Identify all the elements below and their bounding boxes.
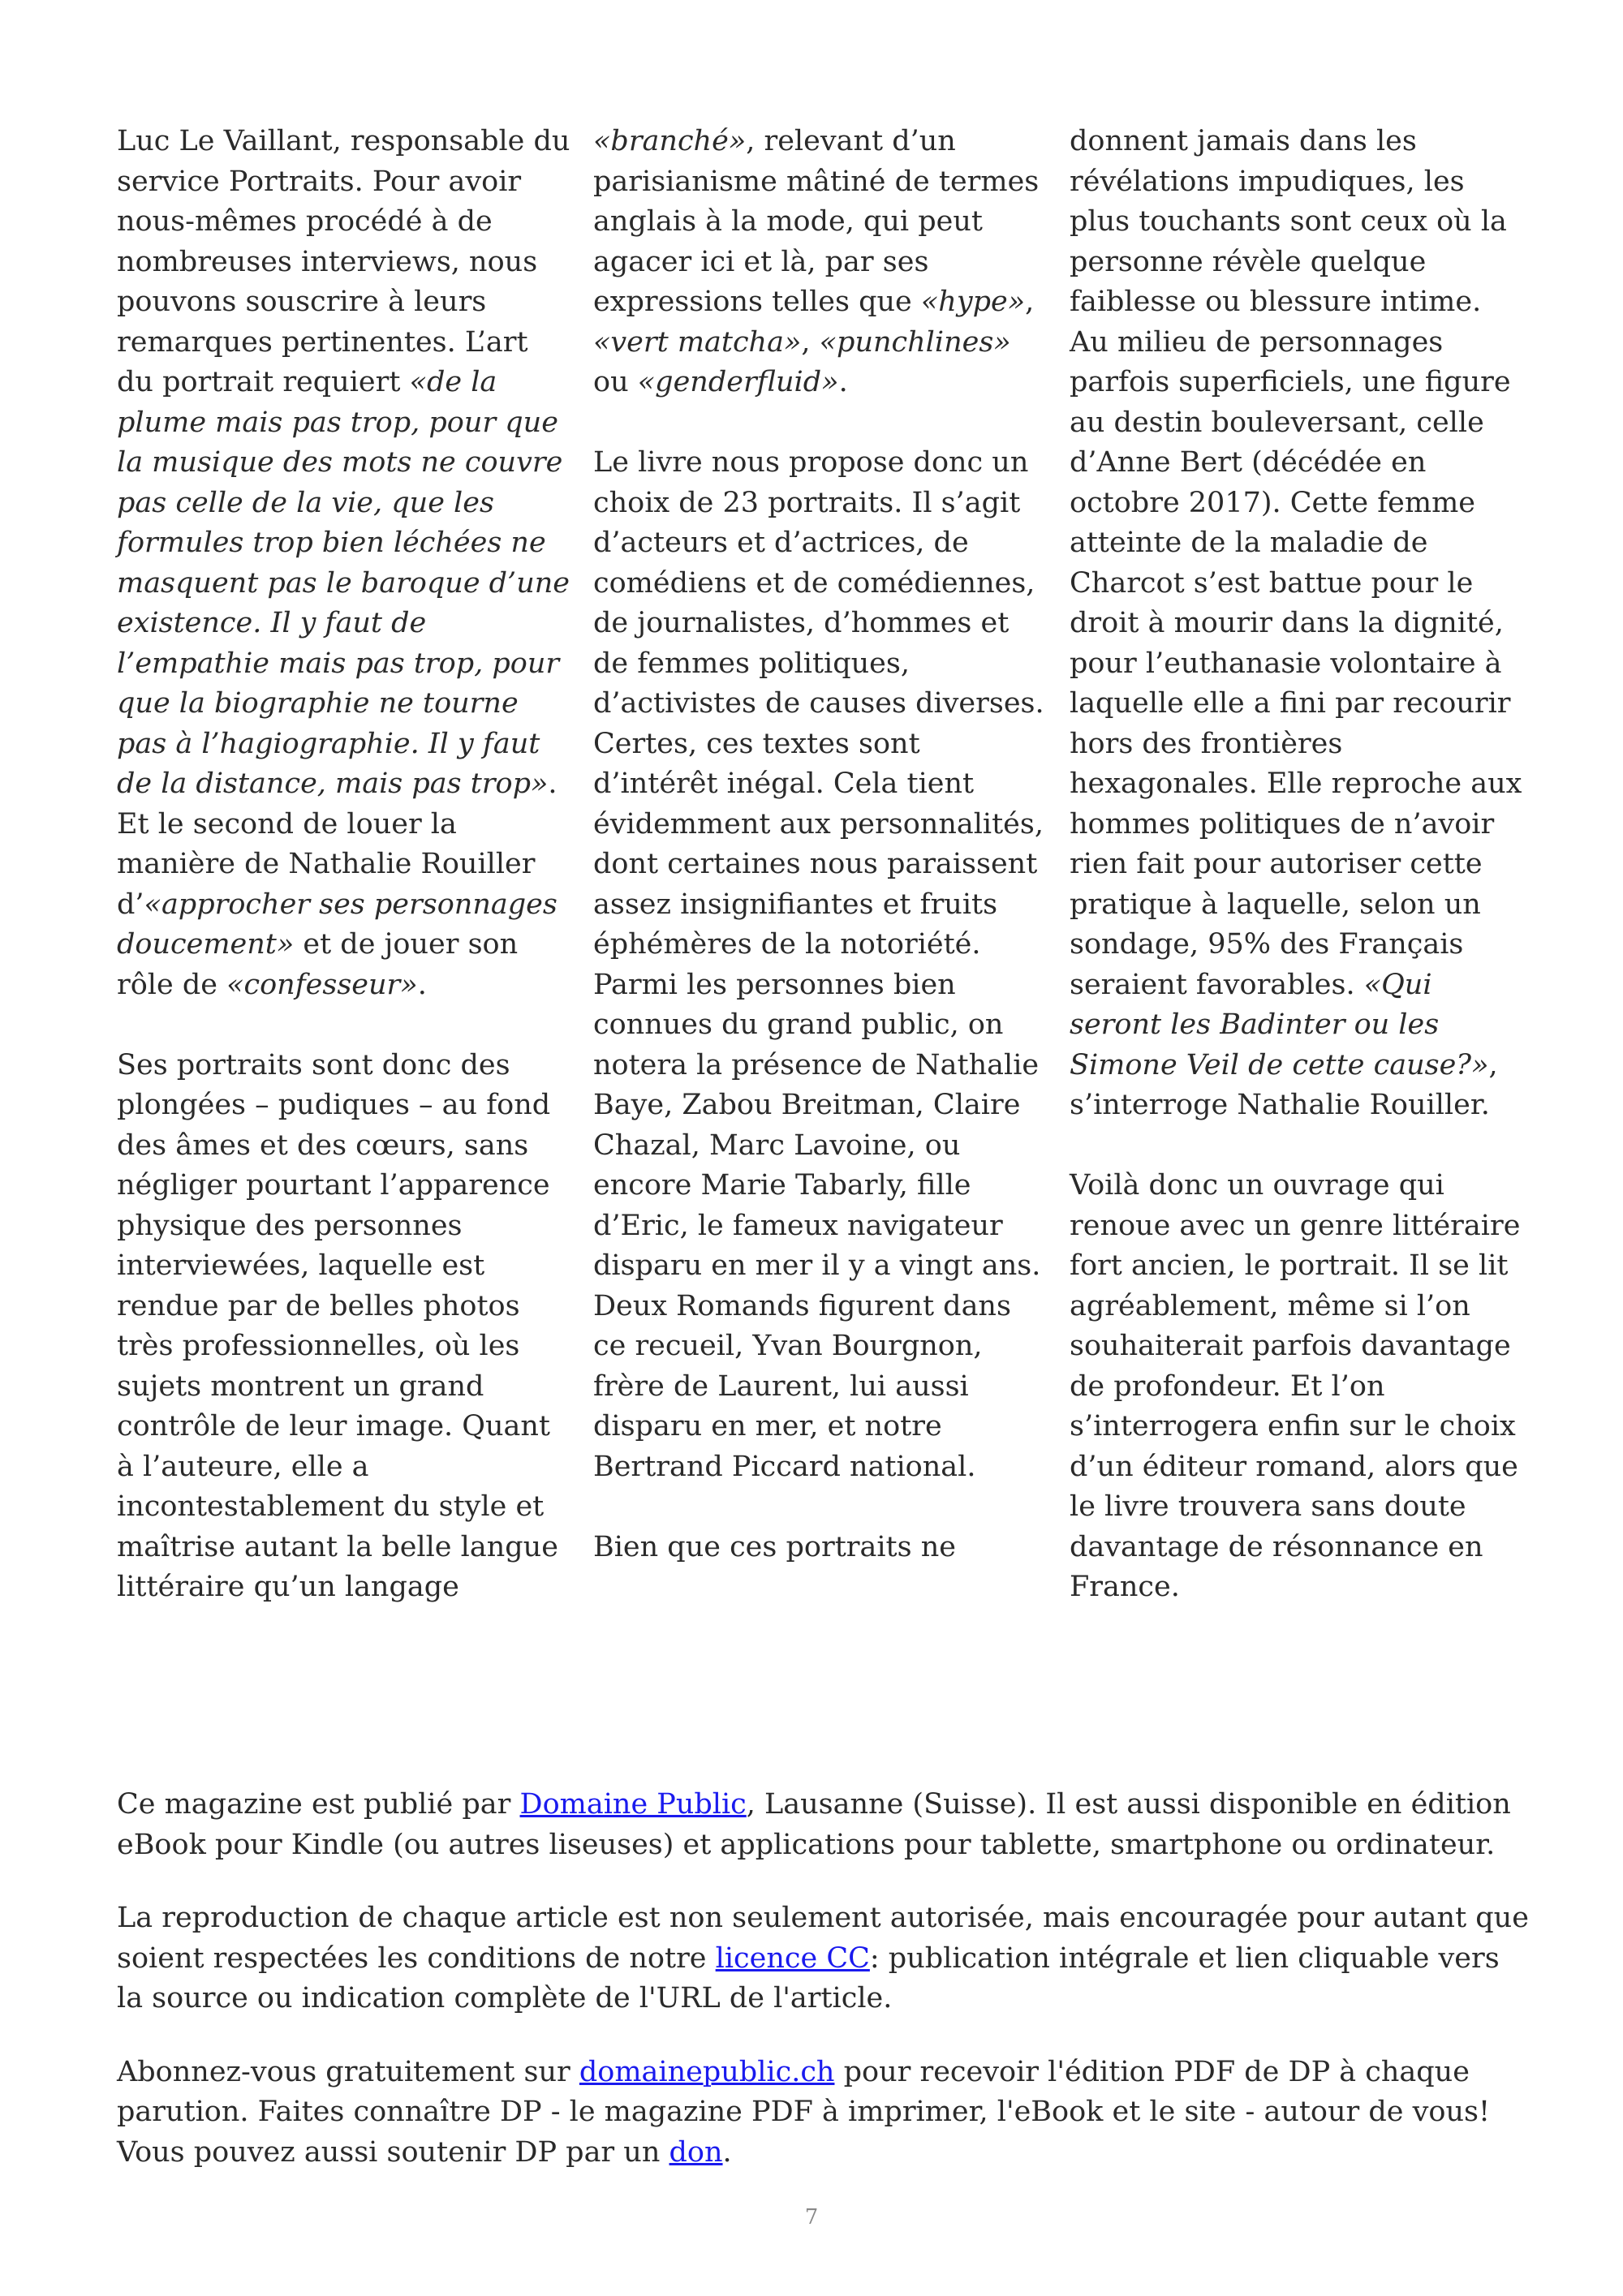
- quote: «confesseur»: [226, 968, 418, 1001]
- text: La reproduction de chaque article est non seulement autorisée, mais encouragée pour autant que soient respectées les conditions de notre: [117, 1902, 1529, 1975]
- domainepublic-site-link[interactable]: domainepublic.ch: [579, 2055, 835, 2088]
- text: Ce magazine est publié par: [117, 1788, 520, 1821]
- paragraph: Le livre nous propose donc un choix de 23 portraits. Il s’agit d’acteurs et d’actrices, de comédiens et de comédiennes, de journalistes, d’hommes et de femmes politiques, d’activistes de causes diverses. Certes, ces textes sont d’intérêt inégal. Cela tient évidemment aux personnalités, dont certaines nous paraissent assez insignifiantes et fruits éphémères de la notoriété. Parmi les personnes bien connues du grand public, on notera la présence de Nathalie Baye, Zabou Breitman, Claire Chazal, Marc Lavoine, ou encore Marie Tabarly, fille d’Eric, le fameux navigateur disparu en mer il y a vingt ans. Deux Romands figurent dans ce recueil, Yvan Bourgnon, frère de Laurent, lui aussi disparu en mer, et notre Bertrand Piccard national.: [593, 446, 1044, 1483]
- text: Luc Le Vaillant, responsable du service Portraits. Pour avoir nous-mêmes procédé à de nombreuses interviews, nous pouvons souscrire à leurs remarques pertinentes. L’art du portrait requiert: [117, 125, 570, 398]
- text: .: [417, 968, 427, 1001]
- text: , Lausanne (Suisse). Il est aussi disponible en édition eBook pour Kindle (ou autres liseuses) et applications pour tablette, smartphone ou ordinateur.: [117, 1788, 1511, 1861]
- quote: «approcher ses personnages doucement»: [117, 888, 558, 961]
- text: . Et le second de louer la manière de Nathalie Rouiller d’: [117, 767, 558, 921]
- quote: «genderfluid»: [637, 366, 839, 398]
- paragraph: Ses portraits sont donc des plongées – pudiques – au fond des âmes et des cœurs, sans négliger pourtant l’apparence physique des personnes interviewées, laquelle est rendue par de belles photos très professionnelles, où les sujets montrent un grand contrôle de leur image. Quant à l’auteure, elle a incontestablement du style et maîtrise autant la belle langue littéraire qu’un langage: [117, 1048, 558, 1603]
- donation-link[interactable]: don: [669, 2135, 723, 2169]
- text: .: [722, 2135, 732, 2169]
- text: : publication intégrale et lien cliquable vers la source ou indication complète de l'URL de l'article.: [117, 1941, 1500, 2014]
- paragraph: [117, 122, 571, 1005]
- text: et de jouer son rôle de: [117, 928, 519, 1001]
- paragraph: [593, 122, 1048, 403]
- paragraph: Bien que ces portraits ne: [593, 1530, 956, 1563]
- quote: «de la plume mais pas trop, pour que la musique des mots ne couvre pas celle de la vie, que les formules trop bien léchées ne masquent pas le baroque d’une existence. Il y faut de l’empathie mais pas trop, pour que la biographie ne tourne pas à l’hagiographie. Il y faut de la distance, mais pas trop»: [117, 366, 570, 800]
- text: ou: [593, 366, 638, 398]
- quote: «branché»: [593, 125, 747, 157]
- quote: «hype»: [920, 286, 1026, 318]
- footer-paragraph: [117, 2053, 1529, 2173]
- text: donnent jamais dans les révélations impudiques, les plus touchants sont ceux où la personne révèle quelque faiblesse ou blessure intime. Au milieu de personnages parfois superficiels, une figure au destin bouleversant, celle d’Anne Bert (décédée en octobre 2017). Cette femme atteinte de la maladie de Charcot s’est battue pour le droit à mourir dans la dignité, pour l’euthanasie volontaire à laquelle elle a fini par recourir hors des frontières hexagonales. Elle reproche aux hommes politiques de n’avoir rien fait pour autoriser cette pratique à laquelle, selon un sondage, 95% des Français seraient favorables.: [1070, 125, 1522, 1001]
- text: pour recevoir l'édition PDF de DP à chaque parution. Faites connaître DP - le magazine PDF à imprimer, l'eBook et le site - autour de vous! Vous pouvez aussi soutenir DP par un: [117, 2055, 1491, 2169]
- article-column-2: [593, 122, 1048, 1608]
- licence-cc-link[interactable]: licence CC: [715, 1941, 870, 1975]
- quote: «punchlines»: [819, 325, 1011, 359]
- article-column-3: [1070, 122, 1524, 1648]
- text: ,: [1025, 286, 1035, 318]
- text: , s’interroge Nathalie Rouiller.: [1070, 1048, 1498, 1121]
- publication-footer: [117, 1785, 1529, 2206]
- article-column-1: [117, 122, 571, 1648]
- page-number: 7: [804, 2205, 819, 2229]
- quote: «Qui seront les Badinter ou les Simone Veil de cette cause?»: [1070, 968, 1489, 1081]
- text: Abonnez-vous gratuitement sur: [117, 2055, 579, 2088]
- quote: «vert matcha»: [593, 325, 802, 359]
- paragraph: Voilà donc un ouvrage qui renoue avec un genre littéraire fort ancien, le portrait. Il se lit agréablement, même si l’on souhaiterait parfois davantage de profondeur. Et l’on s’interrogera enfin sur le choix d’un éditeur romand, alors que le livre trouvera sans doute davantage de résonnance en France.: [1070, 1169, 1521, 1603]
- text: ,: [801, 325, 820, 359]
- footer-paragraph: [117, 1898, 1529, 2019]
- text: .: [838, 366, 848, 398]
- paragraph: [1070, 122, 1524, 1126]
- footer-paragraph: [117, 1785, 1529, 1865]
- text: , relevant d’un parisianisme mâtiné de termes anglais à la mode, qui peut agacer ici et là, par ses expressions telles que: [593, 125, 1040, 318]
- domaine-public-link[interactable]: Domaine Public: [519, 1788, 747, 1821]
